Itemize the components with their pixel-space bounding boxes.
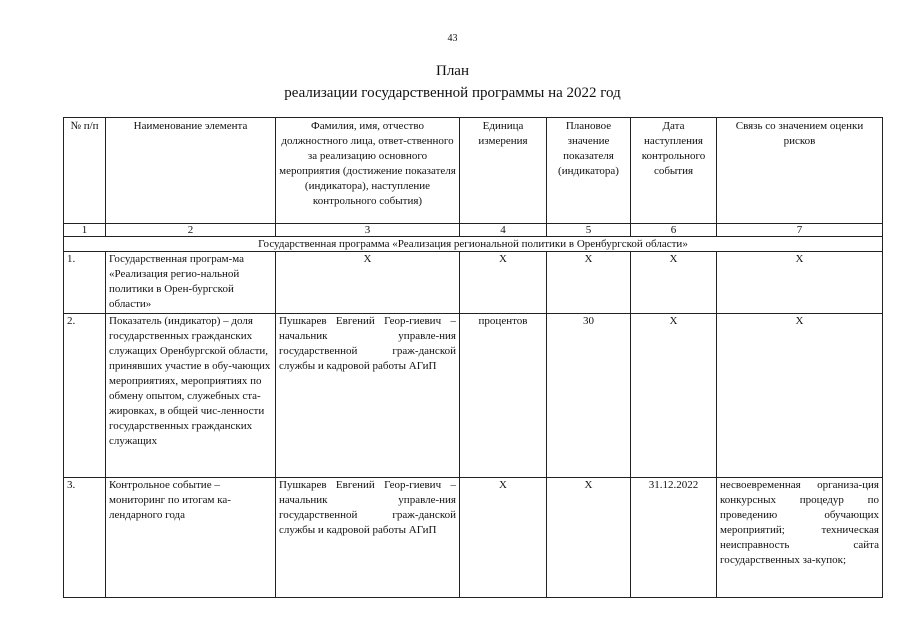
header-value: Плановое значение показателя (индикатора) <box>547 118 631 224</box>
column-number: 1 <box>64 224 106 237</box>
header-responsible: Фамилия, имя, отчество должностного лица, ответ-ственного за реализацию основного мероприятия (достижение показателя (индикатора), наступление контрольного события) <box>276 118 460 224</box>
header-name: Наименование элемента <box>106 118 276 224</box>
row-name: Контрольное событие – мониторинг по итогам ка-лендарного года <box>106 478 276 598</box>
header-date: Дата наступления контрольного события <box>631 118 717 224</box>
document-title <box>0 60 905 104</box>
page-number: 43 <box>447 33 458 44</box>
row-responsible: Пушкарев Евгений Геор-гиевич – начальник управле-ния государственной граж-данской службы и кадровой работы АГиП <box>276 314 460 478</box>
column-number: 3 <box>276 224 460 237</box>
column-number: 6 <box>631 224 717 237</box>
table-row <box>64 478 883 598</box>
column-number-row <box>64 224 883 237</box>
row-unit: Х <box>460 478 547 598</box>
column-number: 5 <box>547 224 631 237</box>
row-risk: Х <box>717 314 883 478</box>
header-risk: Связь со значением оценки рисков <box>717 118 883 224</box>
row-value: 30 <box>547 314 631 478</box>
table-row <box>64 314 883 478</box>
row-num: 3. <box>64 478 106 598</box>
row-value: Х <box>547 252 631 314</box>
row-date: 31.12.2022 <box>631 478 717 598</box>
column-number: 7 <box>717 224 883 237</box>
row-date: Х <box>631 252 717 314</box>
title-line-2: реализации государственной программы на 2022 год <box>284 85 621 101</box>
header-unit: Единица измерения <box>460 118 547 224</box>
table-row <box>64 252 883 314</box>
row-unit: Х <box>460 252 547 314</box>
row-num: 1. <box>64 252 106 314</box>
column-number: 2 <box>106 224 276 237</box>
title-line-1: План <box>435 63 469 79</box>
section-title: Государственная программа «Реализация региональной политики в Оренбургской области» <box>64 237 883 252</box>
section-row <box>64 237 883 252</box>
column-number: 4 <box>460 224 547 237</box>
row-responsible: Пушкарев Евгений Геор-гиевич – начальник управле-ния государственной граж-данской службы и кадровой работы АГиП <box>276 478 460 598</box>
header-row <box>64 118 883 224</box>
row-risk: Х <box>717 252 883 314</box>
header-num: № п/п <box>64 118 106 224</box>
row-name: Государственная програм-ма «Реализация регио-нальной политики в Орен-бургской области» <box>106 252 276 314</box>
row-responsible: Х <box>276 252 460 314</box>
row-num: 2. <box>64 314 106 478</box>
row-unit: процентов <box>460 314 547 478</box>
row-value: Х <box>547 478 631 598</box>
row-date: Х <box>631 314 717 478</box>
row-risk: несвоевременная организа-ция конкурсных процедур по проведению обучающих мероприятий; техническая неисправность сайта государственных за-купок; <box>717 478 883 598</box>
row-name: Показатель (индикатор) – доля государственных гражданских служащих Оренбургской области, принявших участие в обу-чающих мероприятиях, мероприятиях по обмену опытом, служебных ста-жировках, в общей чис-ленности государственных гражданских служащих <box>106 314 276 478</box>
plan-table <box>63 117 883 598</box>
